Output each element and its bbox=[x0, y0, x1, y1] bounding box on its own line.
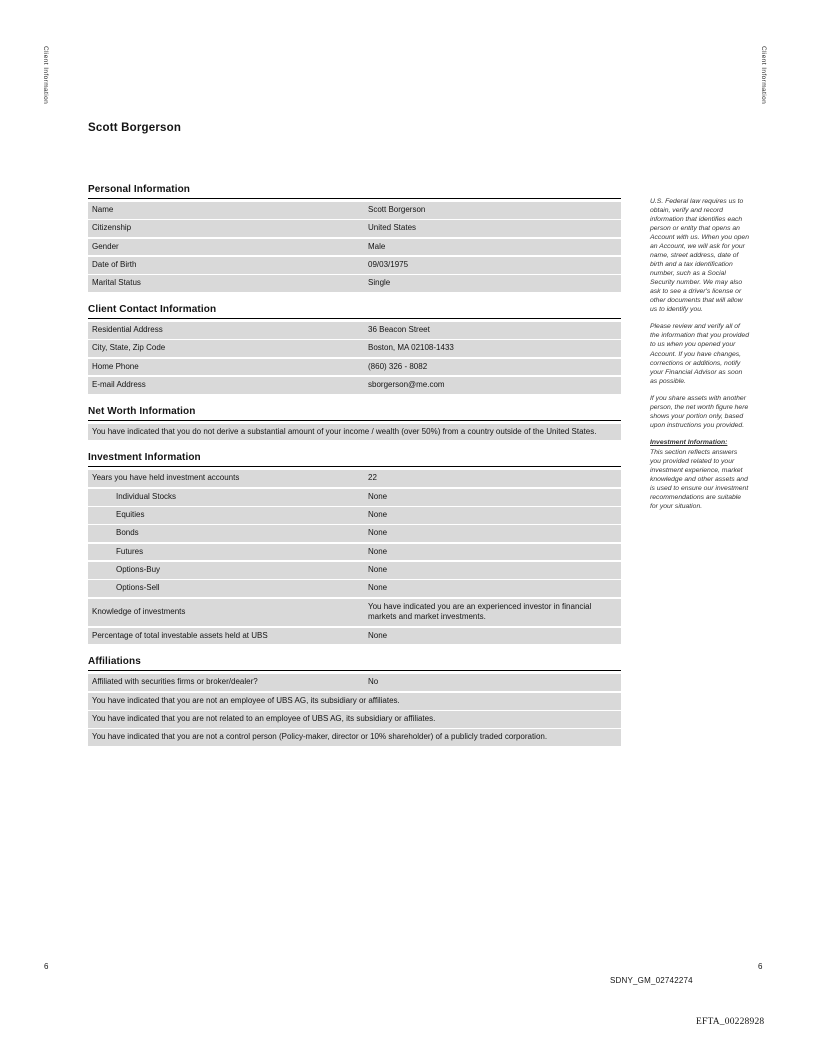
page-number-right: 6 bbox=[758, 962, 763, 971]
row-text: You have indicated that you do not derive a substantial amount of your income / wealth (over 50%) from a country outside of the United States. bbox=[92, 426, 597, 436]
row-value: None bbox=[368, 564, 388, 574]
row-value: None bbox=[368, 630, 388, 640]
bates-number-stamp: EFTA_00228928 bbox=[696, 1017, 765, 1027]
row-value: None bbox=[368, 510, 388, 520]
row-value: 22 bbox=[368, 473, 377, 483]
row-label: Citizenship bbox=[92, 223, 132, 233]
section-title: Net Worth Information bbox=[88, 406, 621, 421]
row-label: Gender bbox=[92, 241, 119, 251]
row-value: Scott Borgerson bbox=[368, 205, 426, 214]
row-label: E-mail Address bbox=[92, 379, 146, 389]
table-row bbox=[88, 220, 621, 237]
row-value: Single bbox=[368, 278, 391, 288]
row-label: Equities bbox=[116, 510, 145, 520]
row-label: Percentage of total investable assets held at UBS bbox=[92, 630, 268, 640]
row-value: 36 Beacon Street bbox=[368, 324, 430, 334]
row-label: Years you have held investment accounts bbox=[92, 473, 240, 483]
table-row bbox=[88, 628, 621, 645]
row-label: Futures bbox=[116, 546, 144, 556]
row-label: Affiliated with securities firms or broker/dealer? bbox=[92, 677, 258, 687]
section-affiliations bbox=[88, 656, 621, 746]
sidebar-notes bbox=[650, 197, 750, 519]
row-label: Options-Buy bbox=[116, 564, 161, 574]
sidebar-note-shared-assets: If you share assets with another person, the net worth figure here shows your portion only, based upon instructions you provided. bbox=[650, 394, 749, 429]
table-row bbox=[88, 257, 621, 274]
row-value: 09/03/1975 bbox=[368, 259, 409, 269]
section-client-contact-information bbox=[88, 304, 621, 394]
row-value: sborgerson@me.com bbox=[368, 379, 445, 389]
row-label: Individual Stocks bbox=[116, 491, 177, 501]
row-label: Date of Birth bbox=[92, 259, 137, 269]
section-title: Personal Information bbox=[88, 184, 621, 199]
row-label: Home Phone bbox=[92, 361, 139, 371]
row-label: Name bbox=[92, 205, 114, 214]
row-text: You have indicated that you are not related to an employee of UBS AG, its subsidiary or affiliates. bbox=[92, 714, 436, 724]
sidebar-note-review: Please review and verify all of the information that you provided to us when you opened your Account. If you have changes, corrections or additions, notify your Financial Advisor as soon as possible. bbox=[650, 323, 749, 385]
table-row bbox=[88, 525, 621, 542]
table-row bbox=[88, 544, 621, 561]
table-row bbox=[88, 489, 621, 506]
row-value: United States bbox=[368, 223, 417, 233]
row-label: City, State, Zip Code bbox=[92, 343, 166, 353]
row-value: (860) 326 - 8082 bbox=[368, 361, 428, 371]
table-row-fullwidth bbox=[88, 424, 621, 441]
row-label: Knowledge of investments bbox=[92, 606, 186, 616]
right-margin-label: Client Information bbox=[760, 46, 767, 105]
table-row bbox=[88, 275, 621, 292]
document-id-stamp: SDNY_GM_02742274 bbox=[610, 976, 693, 985]
left-margin-label: Client Information bbox=[42, 46, 49, 105]
row-label: Options-Sell bbox=[116, 583, 160, 593]
sidebar-note-investment-title: Investment Information: bbox=[650, 438, 728, 446]
row-text: You have indicated that you are not an employee of UBS AG, its subsidiary or affiliates. bbox=[92, 695, 400, 705]
row-text: You have indicated that you are not a control person (Policy-maker, director or 10% shareholder) of a publicly traded corporation. bbox=[92, 732, 548, 742]
row-value: You have indicated you are an experienced investor in financial markets and market investments. bbox=[368, 601, 592, 622]
table-row bbox=[88, 674, 621, 691]
row-value: Boston, MA 02108-1433 bbox=[368, 343, 454, 353]
section-investment-information bbox=[88, 452, 621, 644]
row-value: None bbox=[368, 491, 388, 501]
table-row bbox=[88, 359, 621, 376]
row-value: Male bbox=[368, 241, 386, 251]
page-number-left: 6 bbox=[44, 962, 49, 971]
section-personal-information bbox=[88, 184, 621, 292]
table-row bbox=[88, 580, 621, 597]
section-net-worth-information bbox=[88, 406, 621, 441]
table-row-fullwidth bbox=[88, 693, 621, 710]
sidebar-note-federal-law: U.S. Federal law requires us to obtain, verify and record information that identifies each person or entity that opens an Account with us. When you open an Account, we will ask for your name, street address, date of birth and a tax identification number, such as a Social Security number. We may also ask to see a driver's license or other documents that will allow us to identify you. bbox=[650, 198, 749, 314]
row-label: Marital Status bbox=[92, 278, 141, 288]
table-row bbox=[88, 599, 621, 627]
table-row bbox=[88, 322, 621, 339]
table-row-fullwidth bbox=[88, 711, 621, 728]
table-row bbox=[88, 239, 621, 256]
row-value: No bbox=[368, 677, 379, 687]
row-label: Residential Address bbox=[92, 324, 163, 334]
row-value: None bbox=[368, 583, 388, 593]
client-name-heading: Scott Borgerson bbox=[88, 122, 182, 134]
sidebar-note-investment bbox=[650, 438, 750, 511]
table-row bbox=[88, 377, 621, 394]
row-value: None bbox=[368, 528, 388, 538]
section-title: Investment Information bbox=[88, 452, 621, 467]
table-row bbox=[88, 562, 621, 579]
table-row bbox=[88, 340, 621, 357]
table-row bbox=[88, 507, 621, 524]
section-title: Client Contact Information bbox=[88, 304, 621, 319]
main-content bbox=[88, 122, 621, 758]
row-label: Bonds bbox=[116, 528, 139, 538]
section-title: Affiliations bbox=[88, 656, 621, 671]
table-row bbox=[88, 202, 621, 219]
table-row bbox=[88, 470, 621, 487]
sidebar-note-investment-body: This section reflects answers you provided related to your investment experience, market knowledge and other assets and is used to ensure our investment recommendations are suitable for your situation. bbox=[650, 448, 749, 510]
row-value: None bbox=[368, 546, 388, 556]
table-row-fullwidth bbox=[88, 729, 621, 746]
